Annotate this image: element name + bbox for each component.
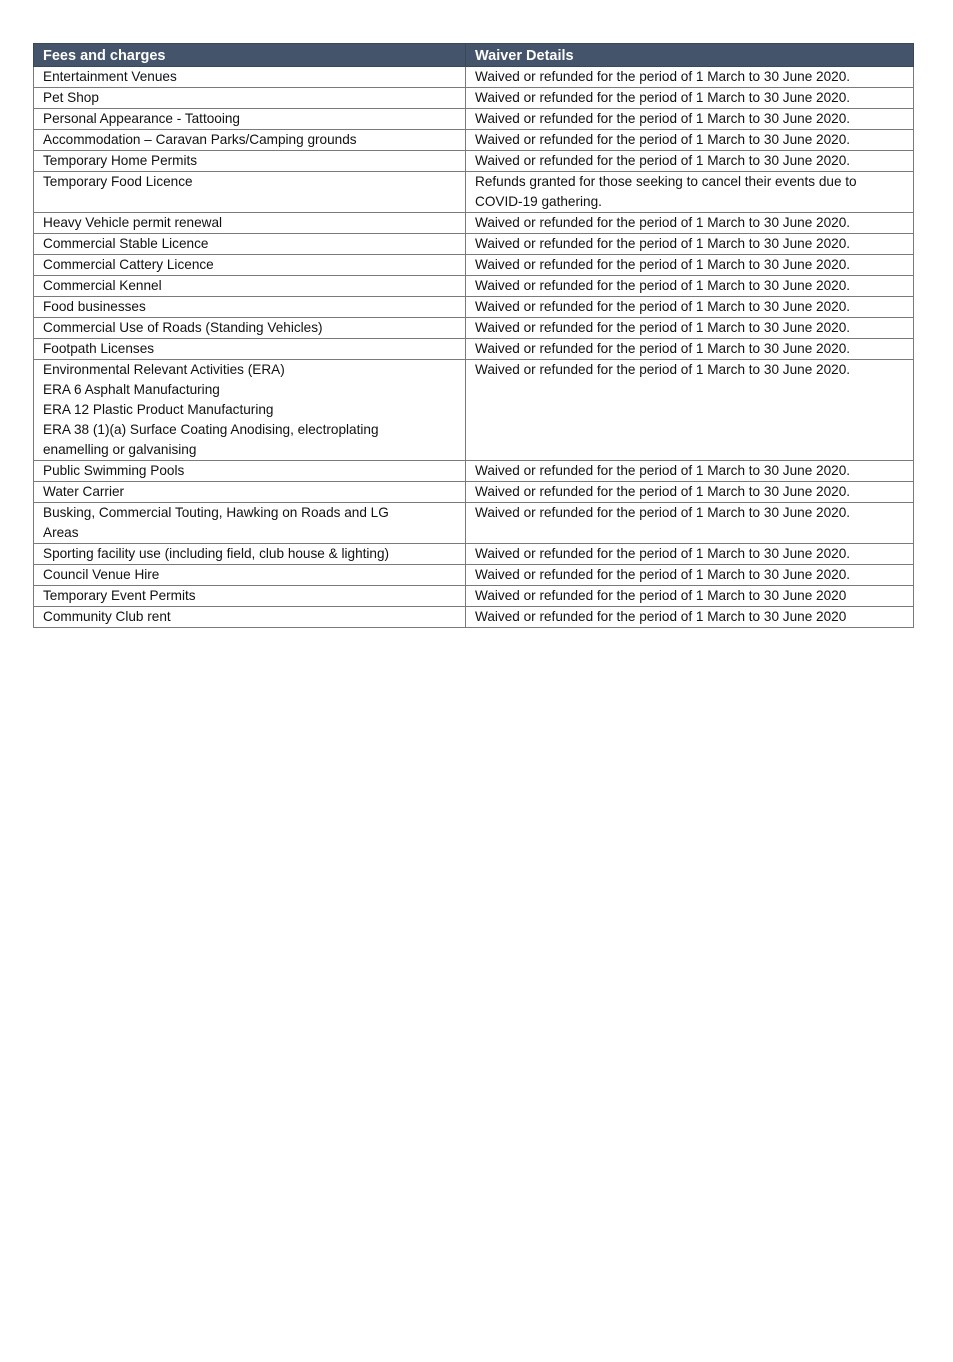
fee-text: Temporary Home Permits bbox=[43, 153, 198, 168]
fee-cell bbox=[34, 565, 466, 586]
fee-cell bbox=[34, 276, 466, 297]
waiver-text: Waived or refunded for the period of 1 March to 30 June 2020 bbox=[475, 609, 847, 624]
fee-cell bbox=[34, 461, 466, 482]
fee-cell bbox=[34, 213, 466, 234]
table-row bbox=[34, 151, 914, 172]
waiver-text: Waived or refunded for the period of 1 March to 30 June 2020. bbox=[475, 236, 851, 251]
table-row bbox=[34, 67, 914, 88]
waiver-text: Waived or refunded for the period of 1 March to 30 June 2020. bbox=[475, 341, 851, 356]
table-row bbox=[34, 360, 914, 461]
table-row bbox=[34, 339, 914, 360]
table-row bbox=[34, 234, 914, 255]
waiver-text: Waived or refunded for the period of 1 March to 30 June 2020. bbox=[475, 362, 851, 377]
fee-text: Commercial Stable Licence bbox=[43, 236, 209, 251]
fee-cell bbox=[34, 482, 466, 503]
fee-text: Sporting facility use (including field, club house & lighting) bbox=[43, 546, 390, 561]
waiver-cell bbox=[466, 339, 914, 360]
fee-cell bbox=[34, 130, 466, 151]
table-row bbox=[34, 586, 914, 607]
table-row bbox=[34, 461, 914, 482]
fee-text: Public Swimming Pools bbox=[43, 463, 185, 478]
fee-cell bbox=[34, 339, 466, 360]
fee-cell bbox=[34, 109, 466, 130]
waiver-cell bbox=[466, 607, 914, 628]
waiver-cell bbox=[466, 586, 914, 607]
fee-text: Water Carrier bbox=[43, 484, 125, 499]
table-row bbox=[34, 565, 914, 586]
fee-text: Heavy Vehicle permit renewal bbox=[43, 215, 223, 230]
waiver-text: Waived or refunded for the period of 1 March to 30 June 2020. bbox=[475, 546, 851, 561]
waiver-cell bbox=[466, 318, 914, 339]
fee-cell bbox=[34, 151, 466, 172]
table-row bbox=[34, 255, 914, 276]
waiver-cell bbox=[466, 109, 914, 130]
waiver-text: Refunds granted for those seeking to cancel their events due to bbox=[475, 174, 857, 189]
fee-cell bbox=[34, 318, 466, 339]
waiver-text: COVID-19 gathering. bbox=[475, 194, 602, 209]
waiver-text: Waived or refunded for the period of 1 March to 30 June 2020. bbox=[475, 257, 851, 272]
header-fees-and-charges: Fees and charges bbox=[34, 44, 466, 67]
waiver-text: Waived or refunded for the period of 1 March to 30 June 2020. bbox=[475, 278, 851, 293]
waiver-text: Waived or refunded for the period of 1 March to 30 June 2020. bbox=[475, 299, 851, 314]
fee-text: Temporary Event Permits bbox=[43, 588, 196, 603]
fee-text: Council Venue Hire bbox=[43, 567, 160, 582]
waiver-text: Waived or refunded for the period of 1 March to 30 June 2020. bbox=[475, 215, 851, 230]
waiver-text: Waived or refunded for the period of 1 March to 30 June 2020. bbox=[475, 111, 851, 126]
table-row bbox=[34, 172, 914, 213]
fee-cell bbox=[34, 67, 466, 88]
table-row bbox=[34, 109, 914, 130]
fee-cell bbox=[34, 297, 466, 318]
table-row bbox=[34, 318, 914, 339]
table-body bbox=[34, 67, 914, 628]
fee-text: Areas bbox=[43, 525, 79, 540]
waiver-text: Waived or refunded for the period of 1 March to 30 June 2020. bbox=[475, 505, 851, 520]
fee-cell bbox=[34, 544, 466, 565]
table-header-row bbox=[34, 44, 914, 67]
waiver-cell bbox=[466, 297, 914, 318]
table-row bbox=[34, 297, 914, 318]
table-row bbox=[34, 88, 914, 109]
fee-cell bbox=[34, 255, 466, 276]
table-row bbox=[34, 213, 914, 234]
waiver-text: Waived or refunded for the period of 1 March to 30 June 2020. bbox=[475, 484, 851, 499]
fee-text: Commercial Cattery Licence bbox=[43, 257, 214, 272]
fee-text: Entertainment Venues bbox=[43, 69, 177, 84]
fee-cell bbox=[34, 88, 466, 109]
waiver-cell bbox=[466, 360, 914, 461]
waiver-cell bbox=[466, 172, 914, 213]
waiver-text: Waived or refunded for the period of 1 March to 30 June 2020. bbox=[475, 153, 851, 168]
waiver-text: Waived or refunded for the period of 1 March to 30 June 2020. bbox=[475, 69, 851, 84]
table-row bbox=[34, 607, 914, 628]
fees-waiver-table bbox=[33, 43, 914, 628]
table-row bbox=[34, 276, 914, 297]
fee-text: Food businesses bbox=[43, 299, 146, 314]
fee-text: enamelling or galvanising bbox=[43, 442, 197, 457]
waiver-cell bbox=[466, 67, 914, 88]
waiver-cell bbox=[466, 503, 914, 544]
fee-cell bbox=[34, 172, 466, 213]
fee-text: Footpath Licenses bbox=[43, 341, 155, 356]
waiver-cell bbox=[466, 88, 914, 109]
waiver-cell bbox=[466, 234, 914, 255]
fee-text: Busking, Commercial Touting, Hawking on Roads and LG bbox=[43, 505, 389, 520]
fee-text: ERA 12 Plastic Product Manufacturing bbox=[43, 402, 274, 417]
table-row bbox=[34, 544, 914, 565]
fee-text: Community Club rent bbox=[43, 609, 171, 624]
fee-text: Pet Shop bbox=[43, 90, 99, 105]
waiver-text: Waived or refunded for the period of 1 March to 30 June 2020. bbox=[475, 567, 851, 582]
waiver-text: Waived or refunded for the period of 1 March to 30 June 2020 bbox=[475, 588, 847, 603]
waiver-text: Waived or refunded for the period of 1 March to 30 June 2020. bbox=[475, 90, 851, 105]
fee-text: Accommodation – Caravan Parks/Camping grounds bbox=[43, 132, 357, 147]
waiver-cell bbox=[466, 544, 914, 565]
fee-cell bbox=[34, 503, 466, 544]
waiver-cell bbox=[466, 130, 914, 151]
waiver-cell bbox=[466, 461, 914, 482]
fee-text: ERA 6 Asphalt Manufacturing bbox=[43, 382, 220, 397]
waiver-cell bbox=[466, 213, 914, 234]
fee-cell bbox=[34, 234, 466, 255]
fee-cell bbox=[34, 607, 466, 628]
fee-text: Commercial Kennel bbox=[43, 278, 162, 293]
waiver-cell bbox=[466, 255, 914, 276]
waiver-cell bbox=[466, 482, 914, 503]
fee-cell bbox=[34, 586, 466, 607]
table-row bbox=[34, 482, 914, 503]
table-row bbox=[34, 503, 914, 544]
fee-text: Temporary Food Licence bbox=[43, 174, 193, 189]
waiver-cell bbox=[466, 565, 914, 586]
fee-text: ERA 38 (1)(a) Surface Coating Anodising, electroplating bbox=[43, 422, 379, 437]
waiver-cell bbox=[466, 151, 914, 172]
waiver-text: Waived or refunded for the period of 1 March to 30 June 2020. bbox=[475, 463, 851, 478]
fee-cell bbox=[34, 360, 466, 461]
fee-text: Personal Appearance - Tattooing bbox=[43, 111, 240, 126]
header-waiver-details: Waiver Details bbox=[466, 44, 914, 67]
fee-text: Commercial Use of Roads (Standing Vehicles) bbox=[43, 320, 323, 335]
fee-text: Environmental Relevant Activities (ERA) bbox=[43, 362, 285, 377]
table-row bbox=[34, 130, 914, 151]
waiver-text: Waived or refunded for the period of 1 March to 30 June 2020. bbox=[475, 132, 851, 147]
waiver-text: Waived or refunded for the period of 1 March to 30 June 2020. bbox=[475, 320, 851, 335]
waiver-cell bbox=[466, 276, 914, 297]
